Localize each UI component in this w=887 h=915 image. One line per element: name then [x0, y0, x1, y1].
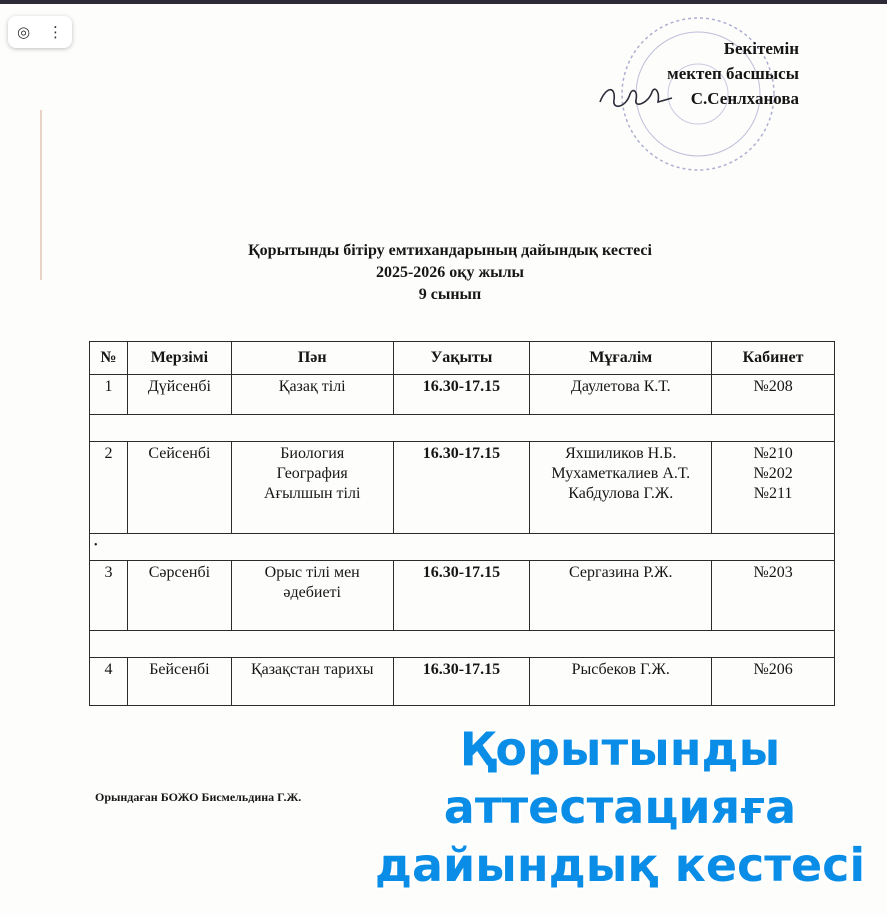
- subject-line: әдебиеті: [283, 584, 341, 601]
- row-time: 16.30-17.15: [393, 561, 530, 631]
- teacher-line: Кабдулова Г.Ж.: [568, 485, 674, 502]
- subject-line: Ағылшын тілі: [264, 485, 361, 502]
- row-time: 16.30-17.15: [393, 442, 530, 534]
- header-teacher: Мұғалім: [530, 342, 712, 375]
- document-title: [150, 240, 750, 306]
- subject-line: Қазақ тілі: [278, 378, 346, 395]
- teacher-line: Яхшиликов Н.Б.: [565, 445, 677, 462]
- header-subject: Пән: [231, 342, 393, 375]
- title-line-1: Қорытынды бітіру емтихандарының дайындық кестесі: [248, 242, 652, 259]
- spacer-dot: •: [90, 534, 835, 561]
- row-day: Сейсенбі: [127, 442, 231, 534]
- more-vertical-icon[interactable]: ⋮: [48, 23, 64, 41]
- teacher-line: Даулетова К.Т.: [570, 378, 671, 395]
- spacer-row: [90, 534, 835, 561]
- row-num: 3: [90, 561, 128, 631]
- table-row: [90, 375, 835, 415]
- top-bar: [0, 0, 887, 4]
- subject-line: География: [276, 465, 348, 482]
- room-line: №211: [753, 485, 793, 502]
- approval-line-1: Бекітемін: [723, 39, 799, 58]
- room-line: №202: [753, 465, 793, 482]
- approval-line-2: мектеп басшысы: [667, 64, 799, 83]
- spacer-row: [90, 631, 835, 658]
- approval-line-3: С.Сенлханова: [690, 89, 799, 108]
- image-toolbar: [8, 16, 72, 48]
- title-line-3: 9 сынып: [418, 286, 482, 303]
- row-subject: [231, 561, 393, 631]
- row-room: [712, 375, 835, 415]
- row-subject: [231, 658, 393, 706]
- spacer-row: [90, 415, 835, 442]
- subject-line: Орыс тілі мен: [264, 564, 360, 581]
- table-header-row: [90, 342, 835, 375]
- table-row: [90, 561, 835, 631]
- row-room: [712, 561, 835, 631]
- room-line: №210: [753, 445, 793, 462]
- row-num: 4: [90, 658, 128, 706]
- table-row: [90, 442, 835, 534]
- room-line: №203: [753, 564, 793, 581]
- row-day: Дүйсенбі: [127, 375, 231, 415]
- header-num: №: [90, 342, 128, 375]
- exam-schedule-table: [89, 341, 835, 706]
- approval-block: [667, 36, 799, 111]
- row-day: Бейсенбі: [127, 658, 231, 706]
- row-room: [712, 442, 835, 534]
- title-line-2: 2025-2026 оқу жылы: [375, 264, 525, 281]
- row-teacher: [530, 442, 712, 534]
- row-teacher: [530, 375, 712, 415]
- scan-edge-mark: [40, 110, 42, 280]
- overlay-line-1: Қорытынды: [459, 722, 781, 776]
- row-teacher: [530, 561, 712, 631]
- header-date: Мерзімі: [127, 342, 231, 375]
- row-time: 16.30-17.15: [393, 658, 530, 706]
- row-teacher: [530, 658, 712, 706]
- signature: [596, 80, 676, 114]
- subject-line: Қазақстан тарихы: [250, 661, 374, 678]
- row-num: 2: [90, 442, 128, 534]
- header-time: Уақыты: [393, 342, 530, 375]
- teacher-line: Рысбеков Г.Ж.: [571, 661, 670, 678]
- row-room: [712, 658, 835, 706]
- overlay-caption: [360, 720, 880, 894]
- table-row: [90, 658, 835, 706]
- row-num: 1: [90, 375, 128, 415]
- room-line: №206: [753, 661, 793, 678]
- row-day: Сәрсенбі: [127, 561, 231, 631]
- room-line: №208: [753, 378, 793, 395]
- subject-line: Биология: [280, 445, 345, 462]
- overlay-line-3: дайындық кестесі: [374, 838, 866, 892]
- teacher-line: Сергазина Р.Ж.: [569, 564, 673, 581]
- teacher-line: Мухаметкалиев А.Т.: [551, 465, 691, 482]
- row-time: 16.30-17.15: [393, 375, 530, 415]
- prepared-by: Орындаған БОЖО Бисмельдина Г.Ж.: [95, 790, 302, 804]
- row-subject: [231, 442, 393, 534]
- row-subject: [231, 375, 393, 415]
- header-room: Кабинет: [712, 342, 835, 375]
- lens-icon[interactable]: ◎: [16, 23, 31, 41]
- overlay-line-2: аттестацияға: [443, 780, 797, 834]
